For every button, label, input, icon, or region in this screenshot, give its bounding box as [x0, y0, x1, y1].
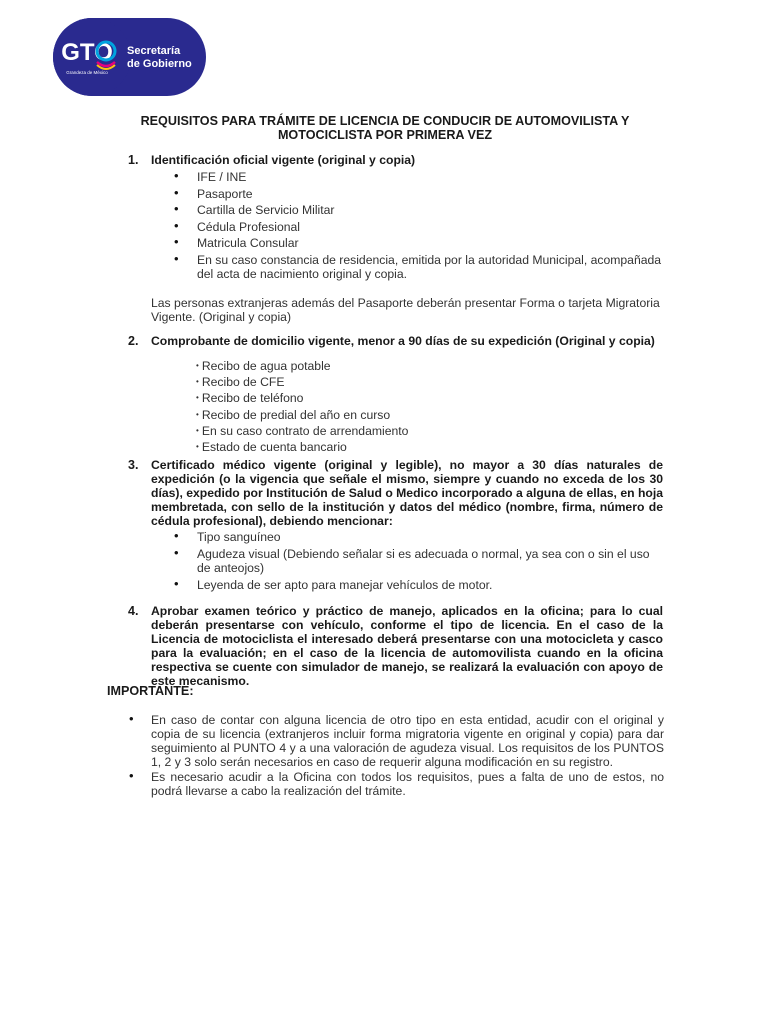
list-item: • Tipo sanguíneo [174, 528, 281, 544]
document-title: REQUISITOS PARA TRÁMITE DE LICENCIA DE CONDUCIR DE AUTOMOVILISTA Y MOTOCICLISTA POR PRIMERA VEZ [140, 114, 630, 142]
bullet-icon: • [196, 409, 199, 419]
foreigners-note: Las personas extranjeras además del Pasaporte deberán presentar Forma o tarjeta Migratoria Vigente. (Original y copia) [151, 296, 660, 324]
section-heading: Aprobar examen teórico y práctico de manejo, aplicados en la oficina; para lo cual deberán presentarse con vehículo, conforme el tipo de licencia. En el caso de la Licencia de motociclista el interesado deberá presentarse con una motocicleta y casco para la evaluación; en el caso de la licencia de automovilista cuando en la oficina respectiva se cuente con simulador de manejo, se realizará la evaluación con apoyo de este mecanismo. [151, 604, 663, 688]
bullet-icon: • [196, 425, 199, 435]
address-proof-list [196, 359, 596, 456]
id-documents-list [174, 170, 664, 281]
section-heading: Comprobante de domicilio vigente, menor a 90 días de su expedición (Original y copia) [151, 334, 655, 348]
list-item: • Pasaporte [174, 185, 253, 201]
bullet-icon: • [196, 377, 199, 387]
list-item: • Recibo de CFE [196, 375, 285, 390]
list-item: • Recibo de agua potable [196, 359, 331, 373]
medical-certificate-list [174, 530, 664, 592]
list-item: • Recibo de teléfono [196, 391, 304, 406]
section-heading: Certificado médico vigente (original y legible), no mayor a 30 días naturales de expedición (o la vigencia que señale el mismo, siempre y cuando no exceda de los 30 días), expedido por Institución de Salud o Medico incorporado a alguna de ellas, en hoja membretada, con sello de la institución y datos del médico (nombre, firma, número de cédula profesional), debiendo mencionar: [151, 458, 663, 528]
bullet-icon: • [196, 393, 199, 403]
bullet-icon: • [174, 251, 179, 266]
bullet-icon: • [174, 185, 179, 200]
list-item: • Cartilla de Servicio Militar [174, 201, 335, 217]
bullet-icon: • [174, 545, 179, 560]
list-item: • Matricula Consular [174, 234, 299, 250]
bullet-icon: • [196, 361, 199, 370]
bullet-icon: • [174, 201, 179, 216]
list-item: • Recibo de predial del año en curso [196, 407, 391, 422]
list-item: • Agudeza visual (Debiendo señalar si es adecuada o normal, ya sea con o sin el uso de anteojos) [174, 545, 650, 575]
list-item: • Es necesario acudir a la Oficina con todos los requisitos, pues a falta de uno de estos, no podrá llevarse a cabo la realización del trámite. [129, 768, 664, 798]
bullet-icon: • [129, 768, 134, 783]
important-title: IMPORTANTE: [107, 684, 194, 698]
list-item: • Cédula Profesional [174, 218, 300, 234]
section-number: 1. [128, 153, 139, 167]
bullet-icon: • [174, 168, 179, 183]
list-item: • En su caso constancia de residencia, emitida por la autoridad Municipal, acompañada del acta de nacimiento original y copia. [174, 251, 662, 281]
bullet-icon: • [174, 218, 179, 233]
bullet-icon: • [174, 234, 179, 249]
logo-line1: Secretaría [127, 45, 181, 57]
logo-mark: GTO [61, 39, 113, 66]
logo-line2: de Gobierno [127, 58, 192, 70]
secretaria-de-gobierno-logo [53, 18, 206, 96]
bullet-icon: • [174, 528, 179, 543]
section-number: 4. [128, 604, 139, 618]
list-item: • En caso de contar con alguna licencia de otro tipo en esta entidad, acudir con el original y copia de su licencia (extranjeros incluir forma migratoria vigente en original y copia) para dar seguimiento al PUNTO 4 y a una valoración de agudeza visual. Los requisitos de los PUNTOS 1, 2 y 3 solo serán necesarios en caso de requerir alguna modificación en su registro. [129, 711, 664, 769]
list-item: • Leyenda de ser apto para manejar vehículos de motor. [174, 576, 493, 592]
bullet-icon: • [129, 711, 134, 726]
section-number: 2. [128, 334, 139, 348]
section-number: 3. [128, 458, 139, 472]
logo-tagline: Grandeza de México [66, 70, 108, 75]
important-list [129, 713, 664, 799]
bullet-icon: • [174, 576, 179, 591]
bullet-icon: • [196, 442, 199, 452]
list-item: • IFE / INE [174, 168, 247, 184]
list-item: • Estado de cuenta bancario [196, 440, 347, 455]
list-item: • En su caso contrato de arrendamiento [196, 423, 409, 438]
section-heading: Identificación oficial vigente (original y copia) [151, 153, 416, 167]
